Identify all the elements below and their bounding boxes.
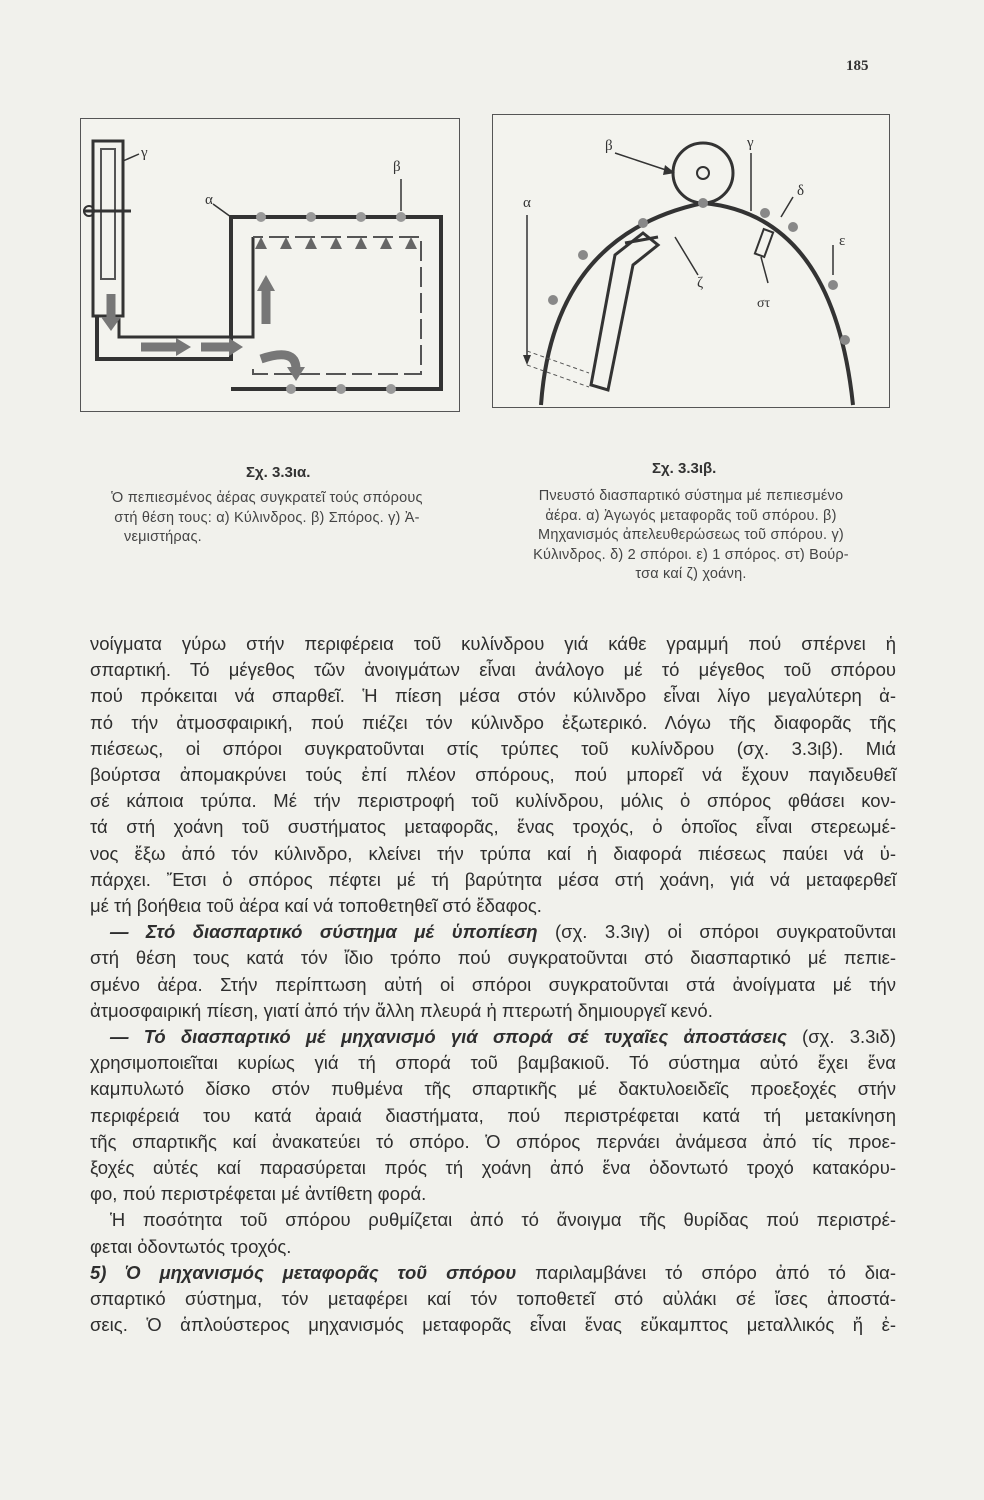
text-run: παριλαμβάνει τό σπόρο ἀπό τό δια- [516, 1261, 896, 1283]
heading-transport-mechanism: 5) Ὁ μηχανισμός μεταφορᾶς τοῦ σπόρου [90, 1261, 517, 1283]
text-line: σεις. Ὁ ἁπλούστερος μηχανισμός μεταφορᾶς εἶναι ἕνας εὔκαμπτος μεταλλικός ἤ ἐ- [90, 1314, 896, 1336]
text-line: χρησιμοποιεῖται κυρίως γιά τή σπορά τοῦ βαμβακιοῦ. Τό σύστημα αὐτό ἔχει ἕνα [90, 1052, 896, 1074]
caption-line: Κύλινδρος. δ) 2 σπόροι. ε) 1 σπόρος. στ) Βούρ- [533, 546, 849, 563]
heading-random-spacing: — Τό διασπαρτικό μέ μηχανισμό γιά σπορά σέ τυχαῖες ἀποστάσεις [110, 1026, 787, 1048]
figure-b-caption [486, 487, 896, 585]
figure-a-title: Σχ. 3.3ια. [246, 464, 311, 481]
text-line: νος ἔξω ἀπό τόν κύλινδρο, κλείνει τήν τρύπα καί ἡ διαφορά πιέσεως παύει νά ὑ- [90, 842, 896, 864]
text-line: καμπυλωτό δίσκο στόν πυθμένα τῆς σπαρτικῆς μέ δακτυλοειδεῖς προεξοχές στήν [90, 1078, 896, 1100]
caption-line: ἀέρα. α) Ἀγωγός μεταφορᾶς τοῦ σπόρου. β) [545, 507, 837, 524]
caption-line: Μηχανισμός ἀπελευθερώσεως τοῦ σπόρου. γ) [538, 527, 844, 543]
label-st: στ [757, 296, 771, 311]
text-line: πιέσεως, οἱ σπόροι συγκρατοῦνται στίς τρύπες τοῦ κυλίνδρου (σχ. 3.3ιβ). Μιά [90, 737, 896, 759]
caption-line: τσα καί ζ) χοάνη. [635, 566, 747, 582]
label-zeta: ζ [697, 275, 704, 291]
figure-a-caption [78, 489, 456, 548]
figure-3-3ib-drawing [493, 115, 889, 407]
text-line: Ἡ ποσότητα τοῦ σπόρου ρυθμίζεται ἀπό τό ἄνοιγμα τῆς θυρίδας πού περιστρέ- [110, 1209, 896, 1231]
text-line: νοίγματα γύρω στήν περιφέρεια τοῦ κυλίνδρου γιά κάθε γραμμή πού σπέρνει ἡ [90, 633, 896, 654]
text-line: πό τήν ἀτμοσφαιρική, πού πιέζει τόν κύλινδρο ἐξωτερικό. Λόγω τῆς διαφορᾶς τῆς [90, 711, 896, 733]
text-line: σπαρτική. Τό μέγεθος τῶν ἀνοιγμάτων εἶναι ἀνάλογο μέ τό μέγεθος τοῦ σπόρου [90, 659, 896, 681]
label-delta: δ [797, 183, 805, 199]
text-line: ξοχές αὐτές καί παρασύρεται πρός τή χοάνη ἀπό ἕνα ὀδοντωτό τροχό κατακόρυ- [90, 1157, 896, 1179]
heading-underpressure: — Στό διασπαρτικό σύστημα μέ ὑποπίεση [110, 921, 538, 943]
text-line: τά στή χοάνη τοῦ συστήματος μεταφορᾶς, ἕνας τροχός, ὁ ὁποῖος εἶναι στερεωμέ- [90, 816, 896, 838]
text-line: πού πρόκειται νά σπαρθεῖ. Ἡ πίεση μέσα στόν κύλινδρο εἶναι λίγο μεγαλύτερη ἀ- [90, 685, 896, 707]
figure-b-title: Σχ. 3.3ιβ. [652, 460, 717, 477]
text-line: περιφέρειά του κατά ἀραιά διαστήματα, πού περιστρέφεται κατά τή μετακίνηση [90, 1104, 896, 1126]
label-alpha: α [523, 195, 531, 211]
figure-3-3ia [80, 118, 460, 412]
text-line [90, 1260, 896, 1286]
caption-line: Πνευστό διασπαρτικό σύστημα μέ πεπιεσμένο [538, 488, 844, 504]
label-beta: β [605, 138, 613, 154]
text-line: σέ κάποια τρύπα. Μέ τήν περιστροφή τοῦ κυλίνδρου, μόλις ὁ σπόρος φθάσει κον- [90, 790, 896, 812]
caption-line: στή θέση τους: α) Κύλινδρος. β) Σπόρος. γ) Ἀ- [114, 509, 420, 526]
text-run: (σχ. 3.3ιγ) οἱ σπόροι συγκρατοῦνται [537, 921, 896, 943]
figure-3-3ib [492, 114, 890, 408]
label-gamma: γ [747, 135, 754, 151]
label-alpha: α [205, 192, 213, 208]
text-line: βούρτσα ἀπομακρύνει τούς ἐπί πλέον σπόρους, πού μπορεῖ νά ἔχουν παγιδευθεῖ [90, 764, 896, 786]
page-number: 185 [846, 58, 869, 74]
text-line: φεται ὀδοντωτός τροχός. [90, 1235, 292, 1257]
text-line: σπαρτικό σύστημα, τόν μεταφέρει καί τόν τοποθετεῖ στό αὐλάκι σέ ἴσες ἀποστά- [90, 1288, 896, 1310]
text-line: μέ τή βοήθεια τοῦ ἀέρα καί νά τοποθετηθεῖ στό ἔδαφος. [90, 895, 542, 917]
text-line: φο, πού περιστρέφεται μέ ἀντίθετη φορά. [90, 1183, 427, 1205]
text-line: στή θέση τους κατά τόν ἴδιο τρόπο πού συγκρατοῦνται στό διασπαρτικό μέ πεπιε- [90, 947, 896, 969]
text-line: πάρχει. Ἔτσι ὁ σπόρος πέφτει μέ τή βαρύτητα μέσα στή χοάνη, γιά νά μεταφερθεῖ [90, 868, 896, 890]
label-epsilon: ε [839, 233, 846, 249]
text-line: σμένο ἀέρα. Στήν περίπτωση αὐτή οἱ σπόροι συγκρατοῦνται στά ἀνοίγματα μέ τήν [90, 973, 896, 995]
text-line: ἀτμοσφαιρική πίεση, γιατί ἀπό τήν ἄλλη πλευρά ἡ πτερωτή δημιουργεῖ κενό. [90, 999, 713, 1021]
caption-line: νεμιστήρας. [124, 529, 202, 545]
figure-3-3ia-drawing [81, 119, 459, 411]
label-beta: β [393, 159, 401, 175]
text-line [90, 1024, 896, 1050]
label-gamma: γ [141, 145, 148, 161]
caption-line: Ὁ πεπιεσμένος ἀέρας συγκρατεῖ τούς σπόρους [111, 490, 423, 506]
text-run: (σχ. 3.3ιδ) [786, 1026, 896, 1048]
text-line [90, 919, 896, 945]
body-text [90, 631, 896, 1338]
text-line: τῆς σπαρτικῆς καί ἀνακατεύει τό σπόρο. Ὁ σπόρος περνάει ἀνάμεσα ἀπό τίς προε- [90, 1130, 896, 1152]
